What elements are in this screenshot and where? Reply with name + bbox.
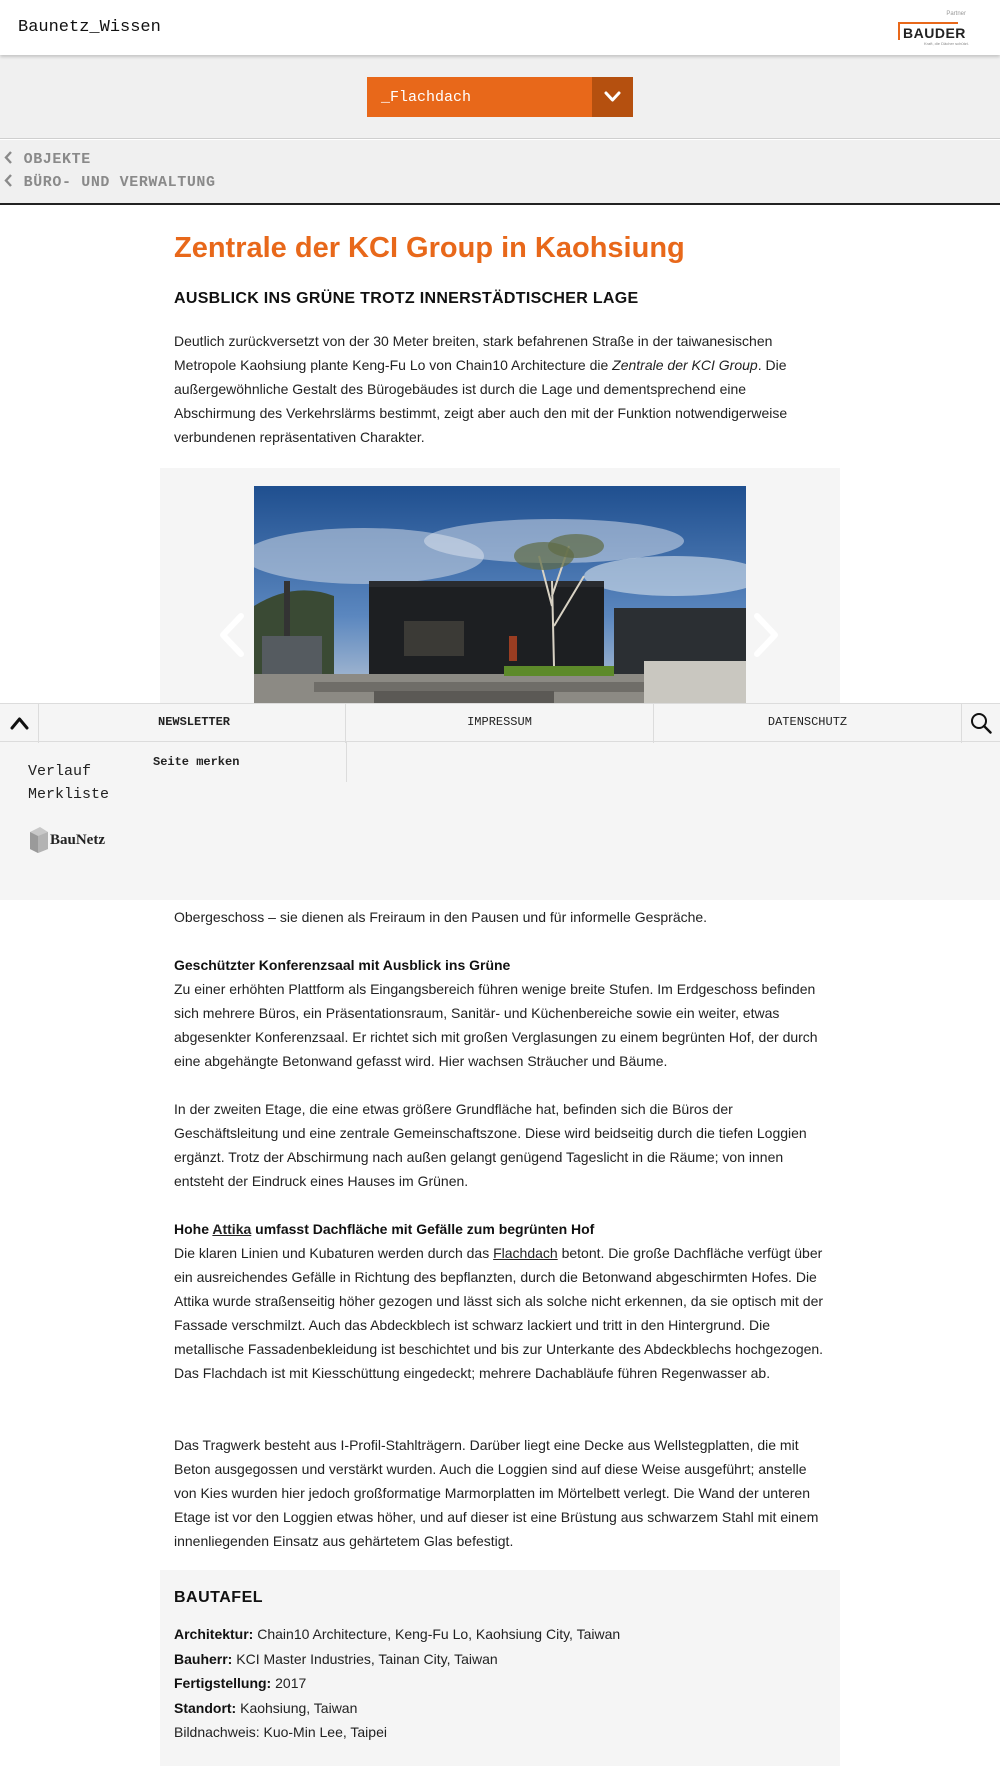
attika-link[interactable]: Attika [212,1221,252,1237]
chevron-left-icon [217,610,247,660]
bautafel-label: Fertigstellung: [174,1675,272,1691]
section-heading [174,1217,826,1241]
article-subtitle: AUSBLICK INS GRÜNE TROTZ INNERSTÄDTISCHER LAGE [174,290,639,307]
chevron-down-icon [604,90,621,104]
breadcrumb-item-objekte[interactable] [4,151,91,168]
section-heading: Geschützter Konferenzsaal mit Ausblick ins Grüne [174,957,511,973]
bautafel-value: 2017 [271,1675,307,1691]
lead-emphasis: Zentrale der KCI Group [612,357,758,373]
breadcrumb [0,140,1000,205]
impressum-link[interactable]: IMPRESSUM [346,704,654,743]
bautafel-label: Standort: [174,1700,237,1716]
bautafel-label: Architektur: [174,1626,254,1642]
slide-image[interactable] [254,486,746,703]
bautafel-row-bauherr [174,1651,498,1667]
image-slider [160,468,840,703]
breadcrumb-label: BÜRO- UND VERWALTUNG [23,174,216,191]
bautafel-box [160,1570,840,1766]
article-paragraph-tragwerk: Das Tragwerk besteht aus I-Profil-Stahlträgern. Darüber liegt eine Decke aus Wellstegplatten, die mit Beton ausgegossen und verstärkt wurden. Auch die Loggien sind auf diese Weise ausgeführt; anstelle von Kies wurden hier jedoch großformatige Marmorplatten im Mörtelbett verlegt. Die Wand der unteren Etage ist vor den Loggien etwas höher, und auf dieser ist eine Brüstung aus schwarzem Stahl mit einem innenliegenden Einsatz aus gehärtetem Glas befestigt. [174,1437,819,1549]
collapse-button[interactable] [0,704,39,743]
baunetz-logo[interactable] [28,824,128,854]
bautafel-title: BAUTAFEL [174,1589,264,1606]
newsletter-link[interactable]: NEWSLETTER [39,704,346,743]
topic-band [0,55,1000,139]
lead-text-end: . Die außergewöhnliche Gestalt des Bürogebäudes ist durch die Lage und dementsprechend eine Abschirmung des Verkehrslärms bestimmt, zeigt aber auch den mit der Funktion notwendigerweise verbundenen repräsentativen Charakter. [174,357,788,445]
chevron-right-icon [751,610,781,660]
section-text: Zu einer erhöhten Plattform als Eingangsbereich führen wenige breite Stufen. Im Erdgeschoss befinden sich mehrere Büros, ein Präsentationsraum, Sanitär- und Küchenbereiche sowie ein weiter, etwas abgesenkter Konferenzsaal. Er richtet sich mit großen Verglasungen zu einem begrünten Hof, der durch eine abgehängte Betonwand gefasst wird. Hier wachsen Sträucher und Bäume. [174,981,818,1069]
article-paragraph-second-floor: In der zweiten Etage, die eine etwas größere Grundfläche hat, befinden sich die Büros der Geschäftsleitung und eine zentrale Gemeinschaftszone. Diese wird beidseitig durch die tiefen Loggien ergänzt. Trotz der Abschirmung nach außen gelangt genügend Tageslicht in die Räume; von innen entsteht der Eindruck eines Hauses im Grünen. [174,1101,807,1189]
bautafel-value: KCI Master Industries, Tainan City, Taiwan [232,1651,498,1667]
site-header [0,0,1000,55]
bauder-logo-bracket [898,22,900,40]
heading-text: Hohe [174,1221,213,1237]
bauder-logo-word: BAUDER [903,25,966,41]
site-title[interactable]: Baunetz_Wissen [18,18,161,37]
slider-prev-button[interactable] [217,610,247,660]
baunetz-logo-word: BauNetz [50,832,105,848]
bautafel-label: Bauherr: [174,1651,233,1667]
topic-select-toggle[interactable] [592,77,633,117]
baunetz-cube-icon [28,824,50,854]
bauder-logo-bar [898,22,958,24]
datenschutz-link[interactable]: DATENSCHUTZ [654,704,962,743]
search-button[interactable] [962,704,1000,743]
bautafel-value: Chain10 Architecture, Keng-Fu Lo, Kaohsiung City, Taiwan [253,1626,621,1642]
merkliste-link[interactable]: Merkliste [28,786,110,803]
slider-next-button[interactable] [751,610,781,660]
article-section-conference [174,953,826,1073]
heading-text-end: umfasst Dachfläche mit Gefälle zum begrünten Hof [251,1221,595,1237]
bautafel-row-architektur [174,1626,620,1642]
section-text [174,1241,826,1385]
bautafel-row-fertigstellung [174,1675,306,1691]
footer-overlay [0,703,1000,900]
bauder-partner-logo[interactable] [894,11,969,47]
lead-text: Deutlich zurückversetzt von der 30 Meter breiten, stark befahrenen Straße in der taiwanesischen Metropole Kaohsiung plante Keng-Fu Lo von Chain10 Architecture die [174,333,773,373]
topic-select-value: _Flachdach [381,89,472,106]
topic-select[interactable] [367,77,633,117]
chevron-left-icon [4,151,14,164]
building-photo [254,486,746,703]
article-section-attika [174,1217,826,1385]
bautafel-value: Kaohsiung, Taiwan [236,1700,358,1716]
article-paragraph-partial: Obergeschoss – sie dienen als Freiraum in den Pausen und für informelle Gespräche. [174,909,708,925]
article-lead [174,329,826,449]
verlauf-link[interactable]: Verlauf [28,763,92,780]
section-text-end: betont. Die große Dachfläche verfügt über ein ausreichendes Gefälle in Richtung des bepflanzten, durch die Betonwand abgeschirmten Hofes. Die Attika wurde straßenseitig höher gezogen und lässt sich als solche nicht erkennen, da sie optisch mit der Fassade verschmilzt. Auch das Abdeckblech ist schwarz lackiert und tritt in den Hintergrund. Die metallische Fassadenbekleidung ist beschichtet und bis zur Unterkante des Abdeckblechs hochgezogen. Das Flachdach ist mit Kiesschüttung eingedeckt; mehrere Dachabläufe führen Regenwasser ab. [174,1245,824,1381]
partner-label: Partner [946,11,966,17]
section-text-start: Die klaren Linien und Kubaturen werden durch das [174,1245,494,1261]
bautafel-row-standort [174,1700,357,1716]
breadcrumb-item-buero-verwaltung[interactable] [4,174,216,191]
seite-merken-link[interactable]: Seite merken [153,755,240,769]
bautafel-credit: Bildnachweis: Kuo-Min Lee, Taipei [174,1724,387,1740]
search-icon [970,712,992,734]
chevron-up-icon [10,716,29,730]
article-title: Zentrale der KCI Group in Kaohsiung [174,232,685,264]
footer-bar [0,703,1000,742]
footer-divider [346,742,347,782]
flachdach-link[interactable]: Flachdach [493,1245,558,1261]
chevron-left-icon [4,174,14,187]
breadcrumb-label: OBJEKTE [23,151,91,168]
bauder-logo-tagline: Kraft, die Dächer schützt. [924,41,969,46]
